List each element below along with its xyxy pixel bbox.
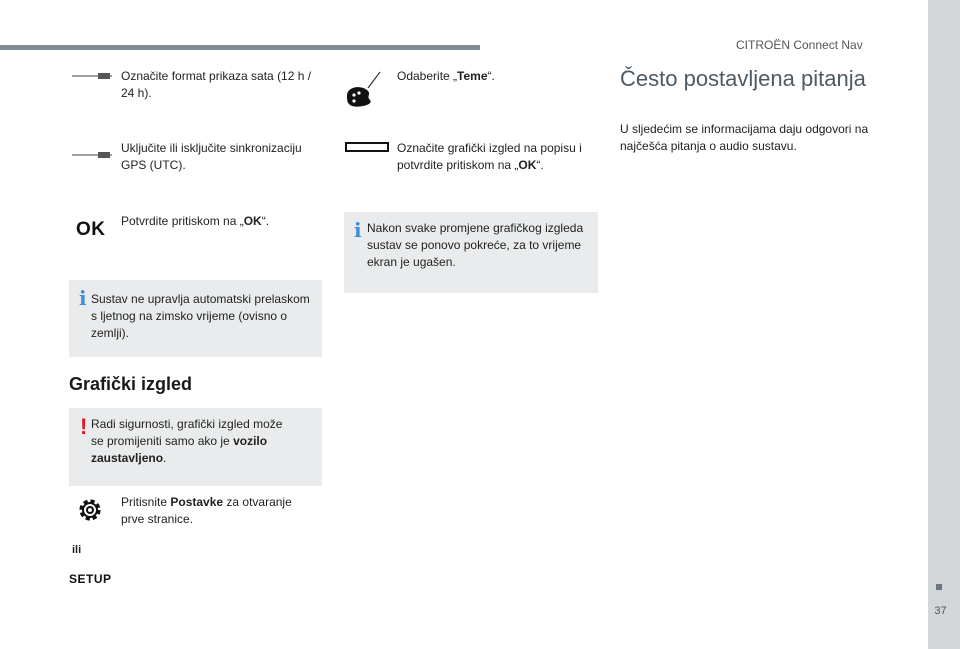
header-brand: CITROËN Connect Nav [736, 38, 863, 52]
info-note-restart [344, 212, 598, 293]
faq-intro: U sljedećim se informacijama daju odgovori na najčešća pitanja o audio sustavu. [620, 122, 869, 153]
slider-toggle-icon [72, 151, 112, 159]
step-open-settings: Pritisnite Postavke za otvaranje prve stranice. [121, 495, 292, 526]
page-marker [936, 584, 942, 590]
header-bar [0, 45, 480, 50]
page-side-strip [928, 0, 960, 649]
setup-label: SETUP [69, 572, 112, 586]
step-gps-sync: Uključite ili isključite sinkronizaciju GPS (UTC). [121, 141, 302, 172]
step-time-format: Označite format prikaza sata (12 h / 24 h). [121, 69, 312, 100]
warning-note [69, 408, 322, 486]
warning-note-text: Radi sigurnosti, grafički izgled može se promijeniti samo ako je vozilo zaustavljeno. [91, 417, 283, 465]
step-select-layout: Označite grafički izgled na popisu i potvrdite pritiskom na „OK“. [397, 141, 582, 172]
info-note-dst [69, 280, 322, 357]
info-icon: i [354, 218, 362, 242]
page-number: 37 [934, 605, 947, 617]
info-icon: i [79, 286, 87, 310]
slider-toggle-icon [72, 72, 112, 80]
faq-title: Često postavljena pitanja [620, 66, 866, 91]
or-label: ili [72, 544, 82, 556]
gear-icon [76, 496, 104, 524]
list-select-icon [345, 142, 389, 152]
ok-button-label: OK [76, 219, 106, 240]
step-select-theme: Odaberite „Teme“. [397, 69, 495, 83]
section-title: Grafički izgled [69, 374, 193, 394]
palette-brush-icon [344, 70, 384, 110]
warning-icon: ! [80, 414, 88, 439]
info-note-text: Sustav ne upravlja automatski prelaskom s ljetnog na zimsko vrijeme (ovisno o zemlji). [91, 292, 310, 340]
step-confirm-ok: Potvrdite pritiskom na „OK“. [121, 214, 270, 228]
info-note-text: Nakon svake promjene grafičkog izgleda sustav se ponovo pokreće, za to vrijeme ekran je ugašen. [367, 221, 584, 269]
